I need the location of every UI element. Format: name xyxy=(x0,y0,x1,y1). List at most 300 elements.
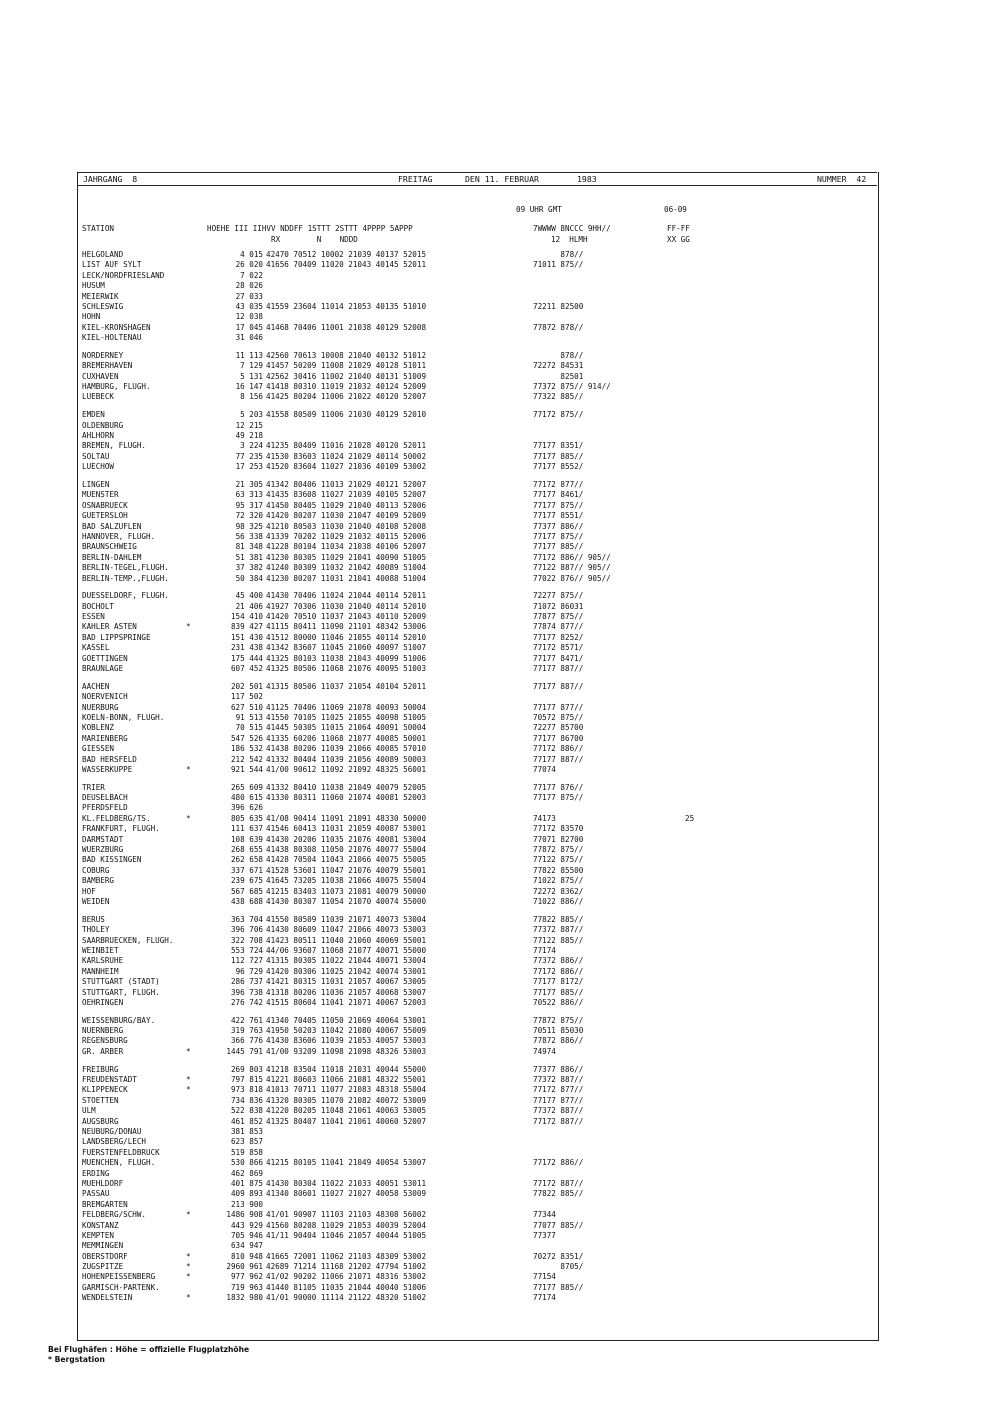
table-row xyxy=(0,1179,1000,1189)
table-row xyxy=(0,1085,1000,1095)
weather-groups: 77177 877// xyxy=(533,1095,584,1105)
height-and-index: 810 948 xyxy=(230,1251,263,1261)
weather-groups: 77074 xyxy=(533,764,556,774)
station-name: CUXHAVEN xyxy=(82,371,119,381)
height-and-index: 396 706 xyxy=(230,925,263,935)
station-name: KIEL-HOLTENAU xyxy=(82,333,142,343)
mountain-station-marker: * xyxy=(186,1272,191,1282)
synop-groups: 41430 80609 11047 21066 40073 53003 xyxy=(266,925,427,935)
height-and-index: 12 215 xyxy=(235,420,263,430)
synop-groups: 41950 50203 11042 21080 40067 55009 xyxy=(266,1026,427,1036)
height-and-index: 202 501 xyxy=(230,681,263,691)
station-name: KLIPPENECK xyxy=(82,1085,128,1095)
synop-groups: 41423 80511 11040 21060 40069 55001 xyxy=(266,935,427,945)
table-row xyxy=(0,612,1000,622)
table-row xyxy=(0,876,1000,886)
station-name: MEIERWIK xyxy=(82,291,119,301)
table-row xyxy=(0,511,1000,521)
weather-groups: 77172 886// 905// xyxy=(533,552,611,562)
table-row xyxy=(0,824,1000,834)
weather-groups: 77177 8552/ xyxy=(533,462,584,472)
synop-groups: 41/01 90000 11114 21122 48320 51002 xyxy=(266,1293,427,1303)
weather-groups: 77172 875// xyxy=(533,410,584,420)
table-row xyxy=(0,480,1000,490)
weather-groups: 71022 875// xyxy=(533,876,584,886)
weather-groups: 77154 xyxy=(533,1272,556,1282)
table-row xyxy=(0,392,1000,402)
code-column-header: HOEHE III IIHVV NDDFF 1STTT 2STTT 4PPPP 5APPP xyxy=(207,224,413,233)
synop-groups: 41927 70306 11030 21040 40114 52010 xyxy=(266,601,427,611)
height-and-index: 5 203 xyxy=(240,410,263,420)
synop-groups: 41512 80000 11046 21055 40114 52010 xyxy=(266,632,427,642)
height-and-index: 734 836 xyxy=(230,1095,263,1105)
station-name: GARMISCH-PARTENK. xyxy=(82,1282,160,1292)
table-row xyxy=(0,936,1000,946)
station-name: MUEHLDORF xyxy=(82,1178,124,1188)
synop-groups: 41438 80308 11050 21076 40077 55004 xyxy=(266,845,427,855)
station-name: DUESSELDORF, FLUGH. xyxy=(82,591,169,601)
synop-groups: 41330 80311 11060 21074 40081 52003 xyxy=(266,793,427,803)
synop-groups: 41221 80603 11066 21081 48322 55001 xyxy=(266,1075,427,1085)
weather-groups: 77077 885// xyxy=(533,1220,584,1230)
table-row xyxy=(0,1158,1000,1168)
station-name: FELDBERG/SCHW. xyxy=(82,1210,147,1220)
synop-groups: 41445 50305 11015 21064 40091 50004 xyxy=(266,723,427,733)
table-row xyxy=(0,372,1000,382)
height-and-index: 1445 791 xyxy=(226,1046,263,1056)
station-name: LANDSBERG/LECH xyxy=(82,1137,147,1147)
height-and-index: 45 400 xyxy=(235,591,263,601)
jahrgang-label: JAHRGANG 8 xyxy=(83,174,138,184)
height-and-index: 81 348 xyxy=(235,542,263,552)
synop-groups: 41342 80406 11013 21029 40121 52007 xyxy=(266,479,427,489)
height-and-index: 797 815 xyxy=(230,1075,263,1085)
code-column-subheader: RX N NDDD xyxy=(271,235,358,244)
table-row xyxy=(0,462,1000,472)
station-name: MUENCHEN, FLUGH. xyxy=(82,1158,156,1168)
weather-groups: 77177 877// xyxy=(533,702,584,712)
station-name: FRANKFURT, FLUGH. xyxy=(82,824,160,834)
station-name: GR. ARBER xyxy=(82,1046,124,1056)
table-row xyxy=(0,723,1000,733)
station-name: NEUBURG/DONAU xyxy=(82,1126,142,1136)
height-and-index: 112 727 xyxy=(230,956,263,966)
synop-groups: 41440 81105 11035 21044 40040 51006 xyxy=(266,1282,427,1292)
table-row xyxy=(0,1231,1000,1241)
weather-groups: 77177 8252/ xyxy=(533,632,584,642)
synop-groups: 41215 83403 11073 21081 40079 50000 xyxy=(266,886,427,896)
station-name: KASSEL xyxy=(82,643,110,653)
table-row xyxy=(0,333,1000,343)
height-and-index: 269 803 xyxy=(230,1064,263,1074)
table-row xyxy=(0,1065,1000,1075)
station-name: MEMMINGEN xyxy=(82,1241,124,1251)
synop-groups: 42470 70512 10002 21039 40137 52015 xyxy=(266,250,427,259)
station-name: NUERBURG xyxy=(82,702,119,712)
weather-groups: 77172 877// xyxy=(533,479,584,489)
synop-groups: 41468 70406 11001 21038 40129 52008 xyxy=(266,322,427,332)
weather-groups: 72211 82500 xyxy=(533,301,584,311)
station-name: HUSUM xyxy=(82,281,105,291)
table-row xyxy=(0,1283,1000,1293)
table-row xyxy=(0,250,1000,260)
weather-groups: 77177 875// xyxy=(533,531,584,541)
synop-groups: 41215 80105 11041 21049 40054 53007 xyxy=(266,1158,427,1168)
weather-groups: 77377 886// xyxy=(533,1064,584,1074)
station-name: BAD SALZUFLEN xyxy=(82,521,142,531)
height-and-index: 363 704 xyxy=(230,914,263,924)
synop-groups: 41210 80503 11030 21040 40108 52008 xyxy=(266,521,427,531)
table-row xyxy=(0,542,1000,552)
weather-groups: 77172 886// xyxy=(533,1158,584,1168)
station-name: THOLEY xyxy=(82,925,110,935)
synop-groups: 41325 80103 11038 21043 40099 51006 xyxy=(266,653,427,663)
height-and-index: 12 038 xyxy=(235,312,263,322)
weekday-label: FREITAG xyxy=(398,174,433,184)
height-and-index: 37 382 xyxy=(235,563,263,573)
table-row xyxy=(0,431,1000,441)
station-name: SCHLESWIG xyxy=(82,301,124,311)
observation-time: 09 UHR GMT xyxy=(516,205,562,214)
height-and-index: 26 020 xyxy=(235,260,263,270)
synop-groups: 44/06 93607 11068 21077 40071 55000 xyxy=(266,945,427,955)
weather-groups: 77172 887// xyxy=(533,1116,584,1126)
height-and-index: 438 688 xyxy=(230,897,263,906)
table-row xyxy=(0,1148,1000,1158)
synop-groups: 41560 80208 11029 21053 40039 52004 xyxy=(266,1220,427,1230)
height-and-index: 401 875 xyxy=(230,1178,263,1188)
height-and-index: 265 609 xyxy=(230,782,263,792)
synop-groups: 41315 80506 11037 21054 40104 52011 xyxy=(266,681,427,691)
synop-groups: 41325 80407 11041 21061 40060 52007 xyxy=(266,1116,427,1126)
station-name: HOHENPEISSENBERG xyxy=(82,1272,156,1282)
height-and-index: 56 338 xyxy=(235,531,263,541)
synop-groups: 41546 60413 11031 21059 40087 53001 xyxy=(266,824,427,834)
weather-groups: 77172 8571/ xyxy=(533,643,584,653)
height-and-index: 396 738 xyxy=(230,987,263,997)
weather-groups: 74974 xyxy=(533,1046,556,1056)
mountain-station-marker: * xyxy=(186,1262,191,1272)
weather-groups: 77372 886// xyxy=(533,956,584,966)
table-row xyxy=(0,1127,1000,1137)
station-name: KL.FELDBERG/TS. xyxy=(82,813,151,823)
title-bar xyxy=(77,172,877,186)
mountain-station-marker: * xyxy=(186,1046,191,1056)
station-name: WEISSENBURG/BAY. xyxy=(82,1015,156,1025)
table-row xyxy=(0,452,1000,462)
weather-groups: 71022 886// xyxy=(533,897,584,906)
height-and-index: 705 946 xyxy=(230,1230,263,1240)
weather-groups: 77177 8551/ xyxy=(533,511,584,521)
table-row xyxy=(0,441,1000,451)
table-row xyxy=(0,734,1000,744)
height-and-index: 973 818 xyxy=(230,1085,263,1095)
height-and-index: 977 962 xyxy=(230,1272,263,1282)
height-and-index: 381 853 xyxy=(230,1126,263,1136)
height-and-index: 96 729 xyxy=(235,966,263,976)
table-row xyxy=(0,622,1000,632)
height-and-index: 77 235 xyxy=(235,451,263,461)
table-row xyxy=(0,323,1000,333)
station-name: SAARBRUECKEN, FLUGH. xyxy=(82,935,174,945)
weather-groups: 77322 885// xyxy=(533,392,584,402)
synop-groups: 41342 83607 11045 21060 40097 51007 xyxy=(266,643,427,653)
weather-groups: 77172 877// xyxy=(533,1085,584,1095)
station-name: OSNABRUECK xyxy=(82,500,128,510)
synop-groups: 41332 80404 11039 21056 40089 50003 xyxy=(266,754,427,764)
synop-groups: 41645 73205 11038 21066 40075 55004 xyxy=(266,876,427,886)
height-and-index: 154 410 xyxy=(230,612,263,622)
station-name: BREMEN, FLUGH. xyxy=(82,441,147,451)
height-and-index: 43 035 xyxy=(235,301,263,311)
weather-groups: 70522 886// xyxy=(533,997,584,1007)
station-name: BAMBERG xyxy=(82,876,115,886)
table-row xyxy=(0,553,1000,563)
station-name: MUENSTER xyxy=(82,490,119,500)
station-name: STUTTGART, FLUGH. xyxy=(82,987,160,997)
station-name: WEINBIET xyxy=(82,945,119,955)
height-and-index: 28 026 xyxy=(235,281,263,291)
height-and-index: 337 671 xyxy=(230,865,263,875)
station-name: LIST AUF SYLT xyxy=(82,260,142,270)
synop-groups: 41125 70406 11069 21078 40093 50004 xyxy=(266,702,427,712)
station-name: SOLTAU xyxy=(82,451,110,461)
height-and-index: 72 320 xyxy=(235,511,263,521)
table-row xyxy=(0,1117,1000,1127)
table-row xyxy=(0,765,1000,775)
weather-groups: 82501 xyxy=(533,371,584,381)
weather-groups: 77372 887// xyxy=(533,1075,584,1085)
table-row xyxy=(0,1241,1000,1251)
mountain-station-marker: * xyxy=(186,1085,191,1095)
weather-groups: 77177 887// xyxy=(533,754,584,764)
table-row xyxy=(0,292,1000,302)
height-and-index: 16 147 xyxy=(235,382,263,392)
height-and-index: 805 635 xyxy=(230,813,263,823)
weather-groups: 8705/ xyxy=(533,1262,584,1272)
weather-groups: 77177 885// xyxy=(533,1282,584,1292)
table-row xyxy=(0,755,1000,765)
height-and-index: 623 857 xyxy=(230,1137,263,1147)
synop-groups: 42560 70613 10008 21040 40132 51012 xyxy=(266,350,427,360)
height-and-index: 231 438 xyxy=(230,643,263,653)
synop-groups: 41320 80305 11070 21082 40072 53009 xyxy=(266,1095,427,1105)
table-row xyxy=(0,977,1000,987)
weather-groups: 77172 886// xyxy=(533,966,584,976)
height-and-index: 98 325 xyxy=(235,521,263,531)
weather-groups: 77177 8172/ xyxy=(533,977,584,987)
height-and-index: 553 724 xyxy=(230,945,263,955)
station-name: DEUSELBACH xyxy=(82,793,128,803)
synop-groups: 41332 80410 11038 21049 40079 52005 xyxy=(266,782,427,792)
station-name: BREMERHAVEN xyxy=(82,361,133,371)
station-name: FUERSTENFELDBRUCK xyxy=(82,1147,160,1157)
height-and-index: 21 406 xyxy=(235,601,263,611)
weather-groups: 77872 875// xyxy=(533,1015,584,1025)
station-name: OEHRINGEN xyxy=(82,997,124,1007)
table-row xyxy=(0,1169,1000,1179)
synop-groups: 41335 60206 11068 21077 40085 50001 xyxy=(266,733,427,743)
station-name: HELGOLAND xyxy=(82,250,124,259)
table-row xyxy=(0,1137,1000,1147)
table-row xyxy=(0,1026,1000,1036)
station-name: PASSAU xyxy=(82,1189,110,1199)
height-and-index: 175 444 xyxy=(230,653,263,663)
station-name: GIESSEN xyxy=(82,744,115,754)
synop-groups: 41530 83603 11024 21029 40114 50002 xyxy=(266,451,427,461)
station-name: ZUGSPITZE xyxy=(82,1262,124,1272)
station-name: BERLIN-TEMP.,FLUGH. xyxy=(82,573,169,583)
height-and-index: 567 685 xyxy=(230,886,263,896)
weather-groups: 77377 886// xyxy=(533,521,584,531)
weather-groups: 70511 85030 xyxy=(533,1026,584,1036)
table-row xyxy=(0,835,1000,845)
table-row xyxy=(0,1189,1000,1199)
weather-groups: 77177 8461/ xyxy=(533,490,584,500)
station-name: KOELN-BONN, FLUGH. xyxy=(82,712,165,722)
height-and-index: 11 113 xyxy=(235,350,263,360)
synop-groups: 41/00 93209 11098 21098 48326 53003 xyxy=(266,1046,427,1056)
synop-groups: 41430 20206 11035 21076 40081 53004 xyxy=(266,834,427,844)
table-row xyxy=(0,866,1000,876)
height-and-index: 7 022 xyxy=(240,270,263,280)
gust-value: 25 xyxy=(685,813,695,823)
station-name: LUECHOW xyxy=(82,462,115,472)
height-and-index: 63 313 xyxy=(235,490,263,500)
mountain-station-marker: * xyxy=(186,1210,191,1220)
station-name: KARLSRUHE xyxy=(82,956,124,966)
height-and-index: 239 675 xyxy=(230,876,263,886)
synop-groups: 41425 80204 11006 21022 40120 52007 xyxy=(266,392,427,402)
weather-groups: 77177 885// xyxy=(533,451,584,461)
mountain-station-marker: * xyxy=(186,813,191,823)
weather-groups: 77822 885// xyxy=(533,914,584,924)
weather-groups: 77177 875// xyxy=(533,793,584,803)
height-and-index: 719 963 xyxy=(230,1282,263,1292)
table-row xyxy=(0,988,1000,998)
synop-groups: 41/08 90414 11091 21091 48330 50000 xyxy=(266,813,427,823)
table-row xyxy=(0,532,1000,542)
weather-column-header: 7WWWW 8NCCC 9HH// xyxy=(533,224,611,233)
station-name: BRAUNLAGE xyxy=(82,664,124,674)
synop-groups: 41115 80411 11090 21101 48342 53006 xyxy=(266,622,427,632)
station-table xyxy=(0,250,1000,1304)
synop-groups: 41656 70409 11020 21043 40145 52011 xyxy=(266,260,427,270)
table-row xyxy=(0,1096,1000,1106)
gust-column-header: FF-FF xyxy=(667,224,690,233)
station-name: AACHEN xyxy=(82,681,110,691)
station-name: LINGEN xyxy=(82,479,110,489)
synop-groups: 41457 50209 11008 21029 40128 51011 xyxy=(266,361,427,371)
synop-groups: 41235 80409 11016 21028 40120 52011 xyxy=(266,441,427,451)
height-and-index: 70 515 xyxy=(235,723,263,733)
table-row xyxy=(0,1075,1000,1085)
table-row xyxy=(0,803,1000,813)
date-label: DEN 11. FEBRUAR xyxy=(465,174,539,184)
station-column-header: STATION xyxy=(82,224,115,233)
table-row xyxy=(0,897,1000,907)
table-row xyxy=(0,410,1000,420)
table-row xyxy=(0,522,1000,532)
station-name: BAD HERSFELD xyxy=(82,754,137,764)
weather-groups: 77177 876// xyxy=(533,782,584,792)
synop-groups: 41438 80206 11039 21066 40085 57010 xyxy=(266,744,427,754)
station-name: WUERZBURG xyxy=(82,845,124,855)
weather-groups: 77822 885// xyxy=(533,1189,584,1199)
height-and-index: 186 532 xyxy=(230,744,263,754)
weather-groups: 77172 83570 xyxy=(533,824,584,834)
synop-groups: 41340 70405 11050 21069 40064 53001 xyxy=(266,1015,427,1025)
synop-groups: 42689 71214 11168 21202 47794 51002 xyxy=(266,1262,427,1272)
gust-column-subheader: XX GG xyxy=(667,235,690,244)
synop-groups: 41/01 90907 11103 21103 48308 56002 xyxy=(266,1210,427,1220)
station-name: HANNOVER, FLUGH. xyxy=(82,531,156,541)
weather-groups: 77872 886// xyxy=(533,1036,584,1046)
height-and-index: 17 045 xyxy=(235,322,263,332)
station-name: BOCHOLT xyxy=(82,601,115,611)
table-row xyxy=(0,855,1000,865)
station-name: EMDEN xyxy=(82,410,105,420)
weather-groups: 77177 8471/ xyxy=(533,653,584,663)
synop-groups: 41325 80506 11068 21076 40095 51003 xyxy=(266,664,427,674)
station-name: KEMPTEN xyxy=(82,1230,115,1240)
table-row xyxy=(0,814,1000,824)
weather-groups: 72277 85700 xyxy=(533,723,584,733)
height-and-index: 31 046 xyxy=(235,333,263,343)
station-name: BERLIN-DAHLEM xyxy=(82,552,142,562)
station-name: BAD KISSINGEN xyxy=(82,855,142,865)
synop-groups: 41515 80604 11041 21071 40067 52003 xyxy=(266,997,427,1007)
weather-groups: 77872 875// xyxy=(533,845,584,855)
synop-groups: 41318 80206 11036 21057 40068 53007 xyxy=(266,987,427,997)
table-row xyxy=(0,682,1000,692)
station-name: ERDING xyxy=(82,1168,110,1178)
station-name: BRAUNSCHWEIG xyxy=(82,542,137,552)
height-and-index: 91 513 xyxy=(235,712,263,722)
synop-groups: 41220 80205 11048 21061 40063 53005 xyxy=(266,1106,427,1116)
height-and-index: 607 452 xyxy=(230,664,263,674)
weather-groups: 71011 875// xyxy=(533,260,584,270)
height-and-index: 4 015 xyxy=(240,250,263,259)
height-and-index: 268 655 xyxy=(230,845,263,855)
table-row xyxy=(0,692,1000,702)
synop-groups: 41418 80310 11019 21032 40124 52009 xyxy=(266,382,427,392)
station-name: MARIENBERG xyxy=(82,733,128,743)
weather-groups: 77022 876// 905// xyxy=(533,573,611,583)
height-and-index: 322 708 xyxy=(230,935,263,945)
height-and-index: 409 893 xyxy=(230,1189,263,1199)
table-row xyxy=(0,1036,1000,1046)
table-row xyxy=(0,602,1000,612)
table-row xyxy=(0,643,1000,653)
synop-groups: 41/02 90202 11066 21071 48316 53002 xyxy=(266,1272,427,1282)
synop-groups: 41558 80509 11006 21030 40129 52010 xyxy=(266,410,427,420)
synop-groups: 41430 80307 11054 21070 40074 55000 xyxy=(266,897,427,906)
station-name: OBERSTDORF xyxy=(82,1251,128,1261)
table-row xyxy=(0,302,1000,312)
weather-groups: 72277 875// xyxy=(533,591,584,601)
synop-groups: 41230 80207 11031 21041 40088 51004 xyxy=(266,573,427,583)
height-and-index: 366 776 xyxy=(230,1036,263,1046)
table-row xyxy=(0,1293,1000,1303)
table-row xyxy=(0,382,1000,392)
station-name: WENDELSTEIN xyxy=(82,1293,133,1303)
station-name: ESSEN xyxy=(82,612,105,622)
synop-groups: 41230 80305 11029 21041 40090 51005 xyxy=(266,552,427,562)
station-name: AUGSBURG xyxy=(82,1116,119,1126)
station-name: KOBLENZ xyxy=(82,723,115,733)
period-label: 06-09 xyxy=(664,205,687,214)
